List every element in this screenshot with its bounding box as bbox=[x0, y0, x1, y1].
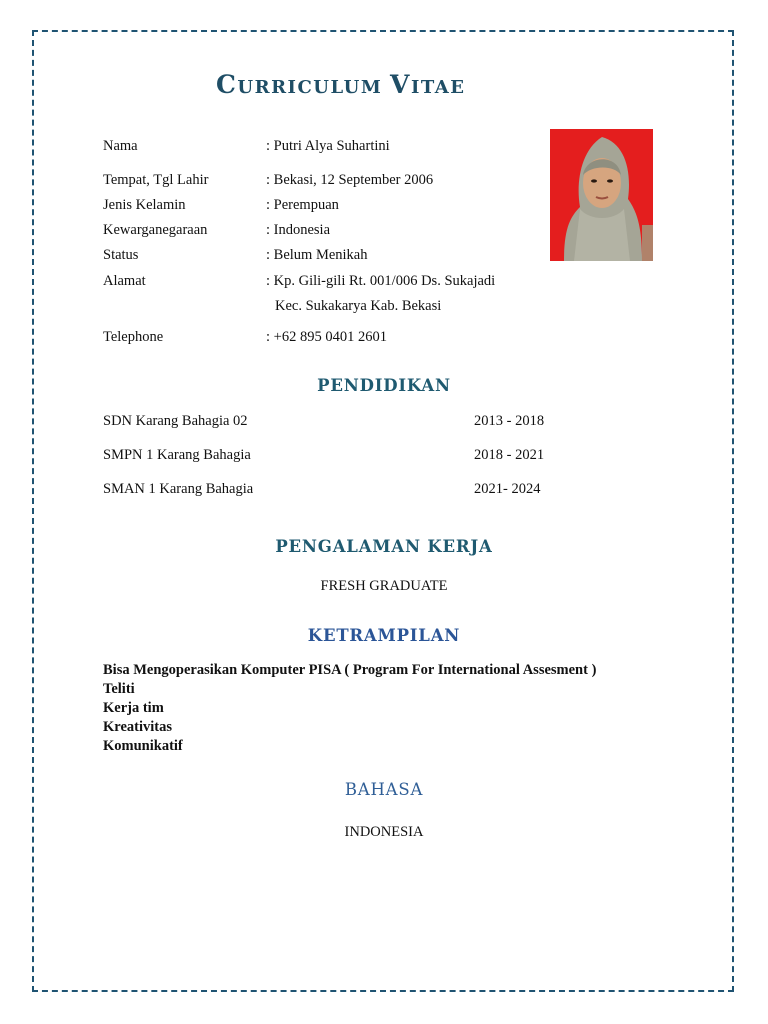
field-value: : Bekasi, 12 September 2006 bbox=[266, 172, 434, 188]
experience-text: FRESH GRADUATE bbox=[320, 578, 448, 594]
section-heading-ketrampilan: KETRAMPILAN bbox=[307, 626, 461, 645]
school-name: SMPN 1 Karang Bahagia bbox=[103, 447, 251, 463]
section-heading-pengalaman: PENGALAMAN KERJA bbox=[275, 537, 493, 556]
school-name: SDN Karang Bahagia 02 bbox=[103, 413, 248, 429]
field-label: Kewarganegaraan bbox=[103, 222, 208, 238]
school-years: 2021- 2024 bbox=[474, 481, 541, 497]
field-value: : Perempuan bbox=[266, 197, 339, 213]
field-label: Status bbox=[103, 247, 139, 263]
field-label: Nama bbox=[103, 138, 138, 154]
skill-item: Kreativitas bbox=[103, 719, 172, 735]
skills-list bbox=[103, 661, 596, 756]
field-value: : Kp. Gili-gili Rt. 001/006 Ds. Sukajadi bbox=[266, 273, 496, 289]
profile-photo bbox=[550, 129, 653, 261]
section-heading-bahasa: BAHASA bbox=[344, 780, 424, 799]
language-text: INDONESIA bbox=[344, 824, 424, 840]
skill-item: Teliti bbox=[103, 681, 135, 697]
skill-item: Komunikatif bbox=[103, 738, 183, 754]
education-row bbox=[103, 447, 545, 464]
field-value: : +62 895 0401 2601 bbox=[266, 329, 387, 345]
skill-item: Kerja tim bbox=[103, 700, 164, 716]
school-years: 2013 - 2018 bbox=[474, 413, 545, 429]
field-label: Jenis Kelamin bbox=[103, 197, 186, 213]
field-label: Alamat bbox=[103, 273, 146, 289]
field-label: Tempat, Tgl Lahir bbox=[103, 172, 209, 188]
school-years: 2018 - 2021 bbox=[474, 447, 545, 463]
field-value: : Indonesia bbox=[266, 222, 331, 238]
section-heading-pendidikan: PENDIDIKAN bbox=[317, 376, 451, 395]
education-row bbox=[103, 481, 541, 498]
page-title: CURRICULUM VITAE bbox=[216, 70, 466, 99]
skill-item: Bisa Mengoperasikan Komputer PISA ( Program For International Assesment ) bbox=[103, 662, 597, 678]
field-value: : Belum Menikah bbox=[266, 247, 368, 263]
profile-photo-image bbox=[550, 129, 653, 261]
field-label: Telephone bbox=[103, 329, 164, 345]
field-value: : Putri Alya Suhartini bbox=[266, 138, 390, 154]
field-value: Kec. Sukakarya Kab. Bekasi bbox=[275, 298, 442, 314]
education-row bbox=[103, 413, 545, 430]
school-name: SMAN 1 Karang Bahagia bbox=[103, 481, 254, 497]
